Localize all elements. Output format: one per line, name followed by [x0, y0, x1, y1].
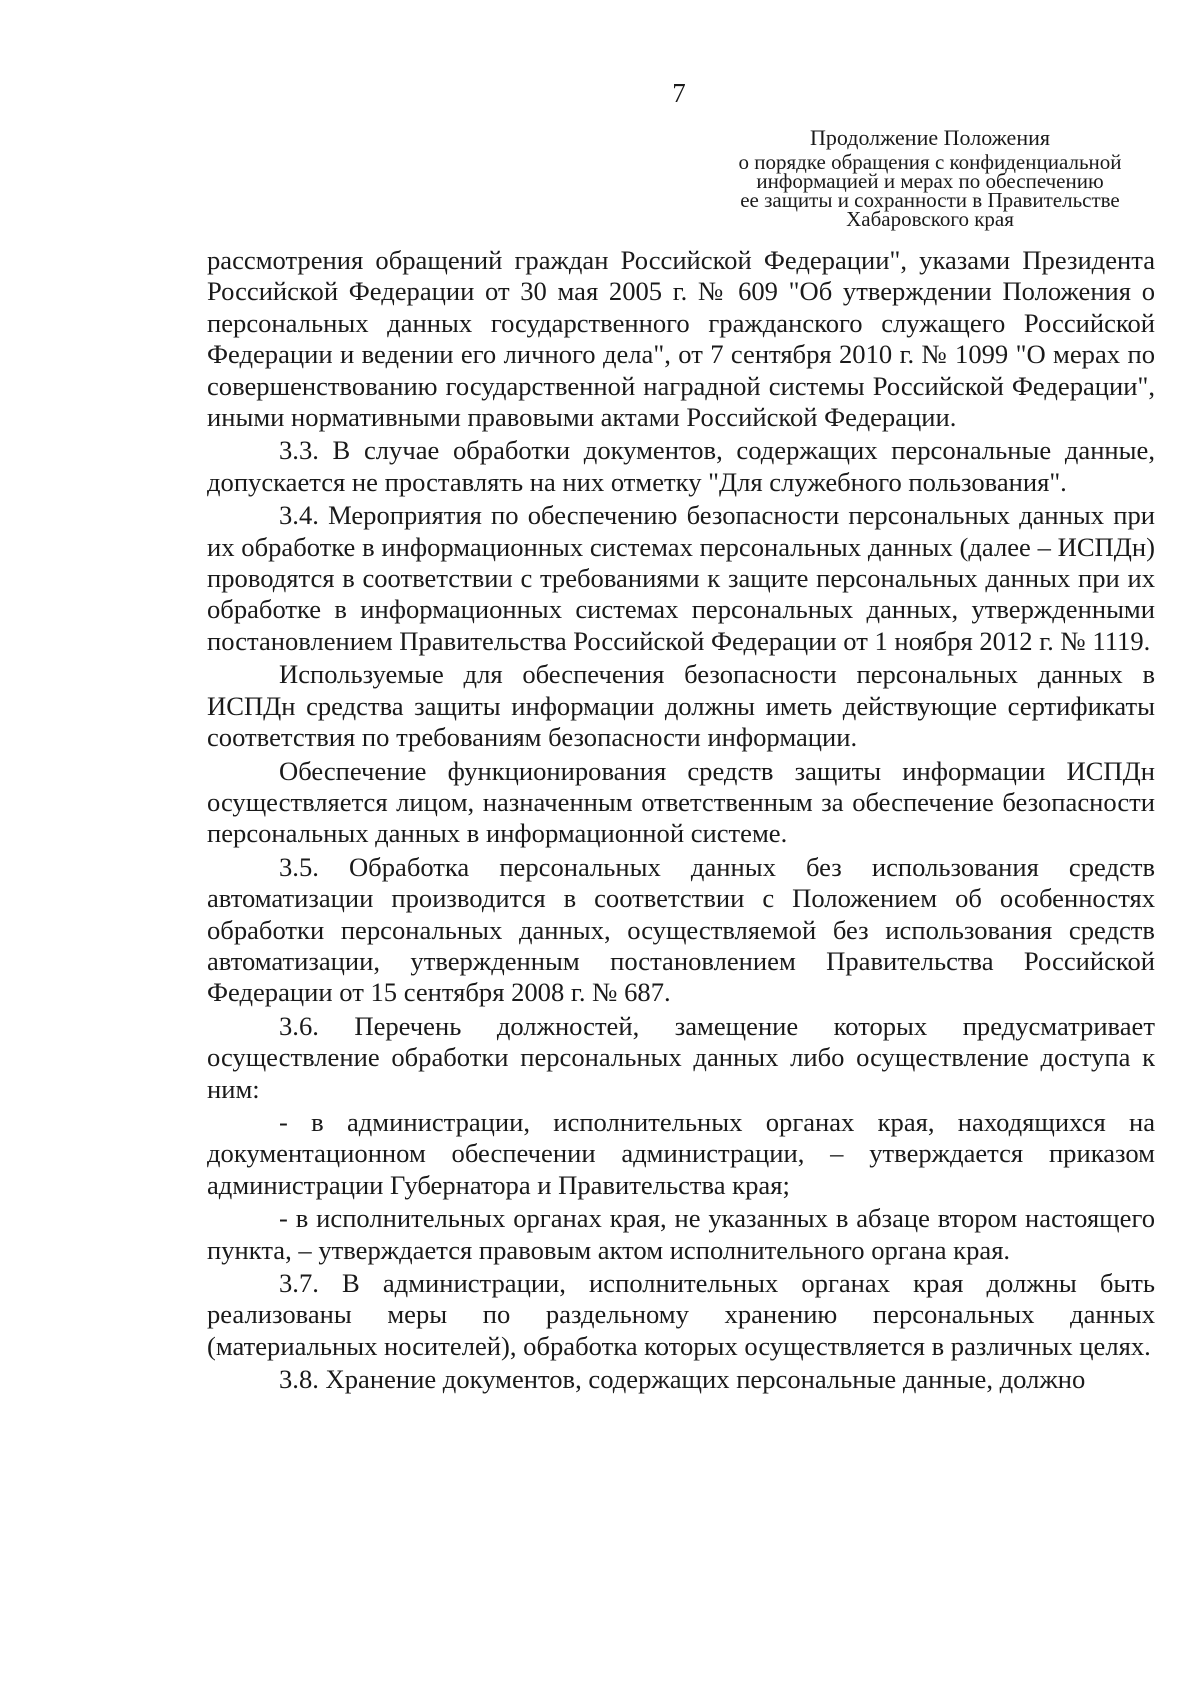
paragraph-3-8: 3.8. Хранение документов, содержащих персональные данные, должно	[279, 1364, 1086, 1395]
header-line: Хабаровского края	[846, 207, 1014, 231]
paragraph-3-4: 3.4. Мероприятия по обеспечению безопасности персональных данных при их обработке в информационных системах персональных данных (далее – ИСПДн) проводятся в соответствии с требованиями к защите персональных данных при их обработке в информационных системах персональных данных, утвержденными постановлением Правительства Российской Федерации от 1 ноября 2012 г. № 1119.	[207, 500, 1155, 656]
document-header	[700, 123, 1160, 229]
header-title: Продолжение Положения	[810, 125, 1050, 150]
paragraph-continuation: рассмотрения обращений граждан Российской Федерации", указами Президента Российской Федерации от 30 мая 2005 г. № 609 "Об утверждении Положения о персональных данных государственного гражданского служащего Российской Федерации и ведении его личного дела", от 7 сентября 2010 г. № 1099 "О мерах по совершенствованию государственной наградной системы Российской Федерации", иными нормативными правовыми актами Российской Федерации.	[207, 245, 1155, 433]
list-item-executive-bodies: - в исполнительных органах края, не указанных в абзаце втором настоящего пункта, – утверждается правовым актом исполнительного органа края.	[207, 1203, 1155, 1265]
paragraph-responsible-person: Обеспечение функционирования средств защиты информации ИСПДн осуществляется лицом, назначенным ответственным за обеспечение безопасности персональных данных в информационной системе.	[207, 755, 1155, 849]
document-body	[207, 245, 1155, 1398]
list-item-administration: - в администрации, исполнительных органах края, находящихся на документационном обеспечении администрации, – утверждается приказом администрации Губернатора и Правительства края;	[207, 1106, 1155, 1200]
header-line: информацией и мерах по обеспечению	[756, 169, 1104, 193]
page-number: 7	[672, 78, 686, 108]
paragraph-3-5: 3.5. Обработка персональных данных без использования средств автоматизации производится в соответствии с Положением об особенностях обработки персональных данных, осуществляемой без использования средств автоматизации, утвержденным постановлением Правительства Российской Федерации от 15 сентября 2008 г. № 687.	[207, 851, 1155, 1008]
paragraph-3-6: 3.6. Перечень должностей, замещение которых предусматривает осуществление обработки персональных данных либо осуществление доступа к ним:	[207, 1010, 1155, 1104]
header-line: о порядке обращения с конфиденциальной	[738, 150, 1122, 174]
paragraph-3-3: 3.3. В случае обработки документов, содержащих персональные данные, допускается не проставлять на них отметку "Для служебного пользования".	[207, 435, 1155, 497]
header-line: ее защиты и сохранности в Правительстве	[740, 188, 1120, 212]
paragraph-certificates: Используемые для обеспечения безопасности персональных данных в ИСПДн средства защиты информации должны иметь действующие сертификаты соответствия по требованиям безопасности информации.	[207, 659, 1155, 753]
paragraph-3-7: 3.7. В администрации, исполнительных органах края должны быть реализованы меры по раздельному хранению персональных данных (материальных носителей), обработка которых осуществляется в различных целях.	[207, 1268, 1155, 1361]
